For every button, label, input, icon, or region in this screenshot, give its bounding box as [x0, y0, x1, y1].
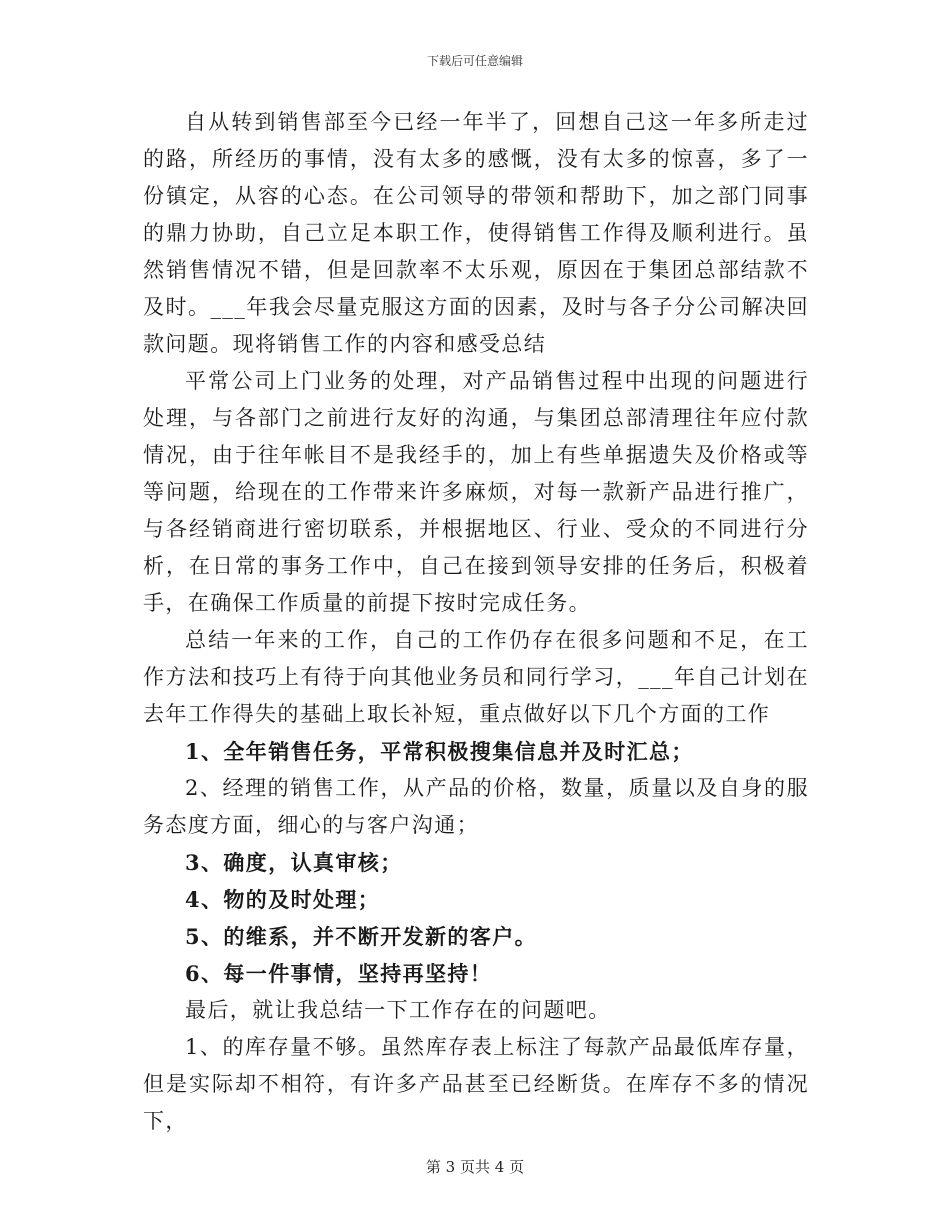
list-item-1: 1、全年销售任务，平常积极搜集信息并及时汇总； [185, 739, 694, 764]
list-item-6: 6、每一件事情，坚持再坚持！ [185, 961, 493, 986]
paragraph-problems-intro: 最后，就让我总结一下工作存在的问题吧。 [185, 998, 611, 1022]
paragraph-daily-work: 平常公司上门业务的处理，对产品销售过程中出现的问题进行处理，与各部门之前进行友好的沟通，与集团总部清理往年应付款情况，由于往年帐目不是我经手的，加上有些单据遗失及价格或等等问题，给现在的工作带来许多麻烦，对每一款新产品进行推广，与各经销商进行密切联系，并根据地区、行业、受众的不同进行分析，在日常的事务工作中，自己在接到领导安排的任务后，积极着手，在确保工作质量的前提下按时完成任务。 [143, 369, 809, 615]
paragraph-intro: 自从转到销售部至今已经一年半了，回想自己这一年多所走过的路，所经历的事情，没有太多的感慨，没有太多的惊喜，多了一份镇定，从容的心态。在公司领导的带领和帮助下，加之部门同事的鼎力协助，自己立足本职工作，使得销售工作得及顺利进行。虽然销售情况不错，但是回款率不太乐观，原因在于集团总部结款不及时。___年我会尽量克服这方面的因素，及时与各子分公司解决回款问题。现将销售工作的内容和感受总结 [143, 110, 809, 356]
list-item-2: 2、经理的销售工作，从产品的价格，数量，质量以及自身的服务态度方面，细心的与客户沟通； [143, 776, 809, 837]
list-item-4: 4、物的及时处理； [185, 887, 381, 912]
paragraph-problem-1: 1、的库存量不够。虽然库存表上标注了每款产品最低库存量，但是实际却不相符，有许多产品甚至已经断货。在库存不多的情况下， [143, 1035, 809, 1133]
list-item-5: 5、的维系，并不断开发新的客户。 [185, 924, 538, 949]
page-number: 第 3 页共 4 页 [425, 1158, 525, 1176]
paragraph-summary: 总结一年来的工作，自己的工作仍存在很多问题和不足，在工作方法和技巧上有待于向其他业务员和同行学习，___年自己计划在去年工作得失的基础上取长补短，重点做好以下几个方面的工作 [143, 628, 809, 726]
document-body [143, 104, 809, 1140]
list-item-3: 3、确度，认真审核； [185, 850, 403, 875]
header-note: 下载后可任意编辑 [426, 54, 523, 68]
